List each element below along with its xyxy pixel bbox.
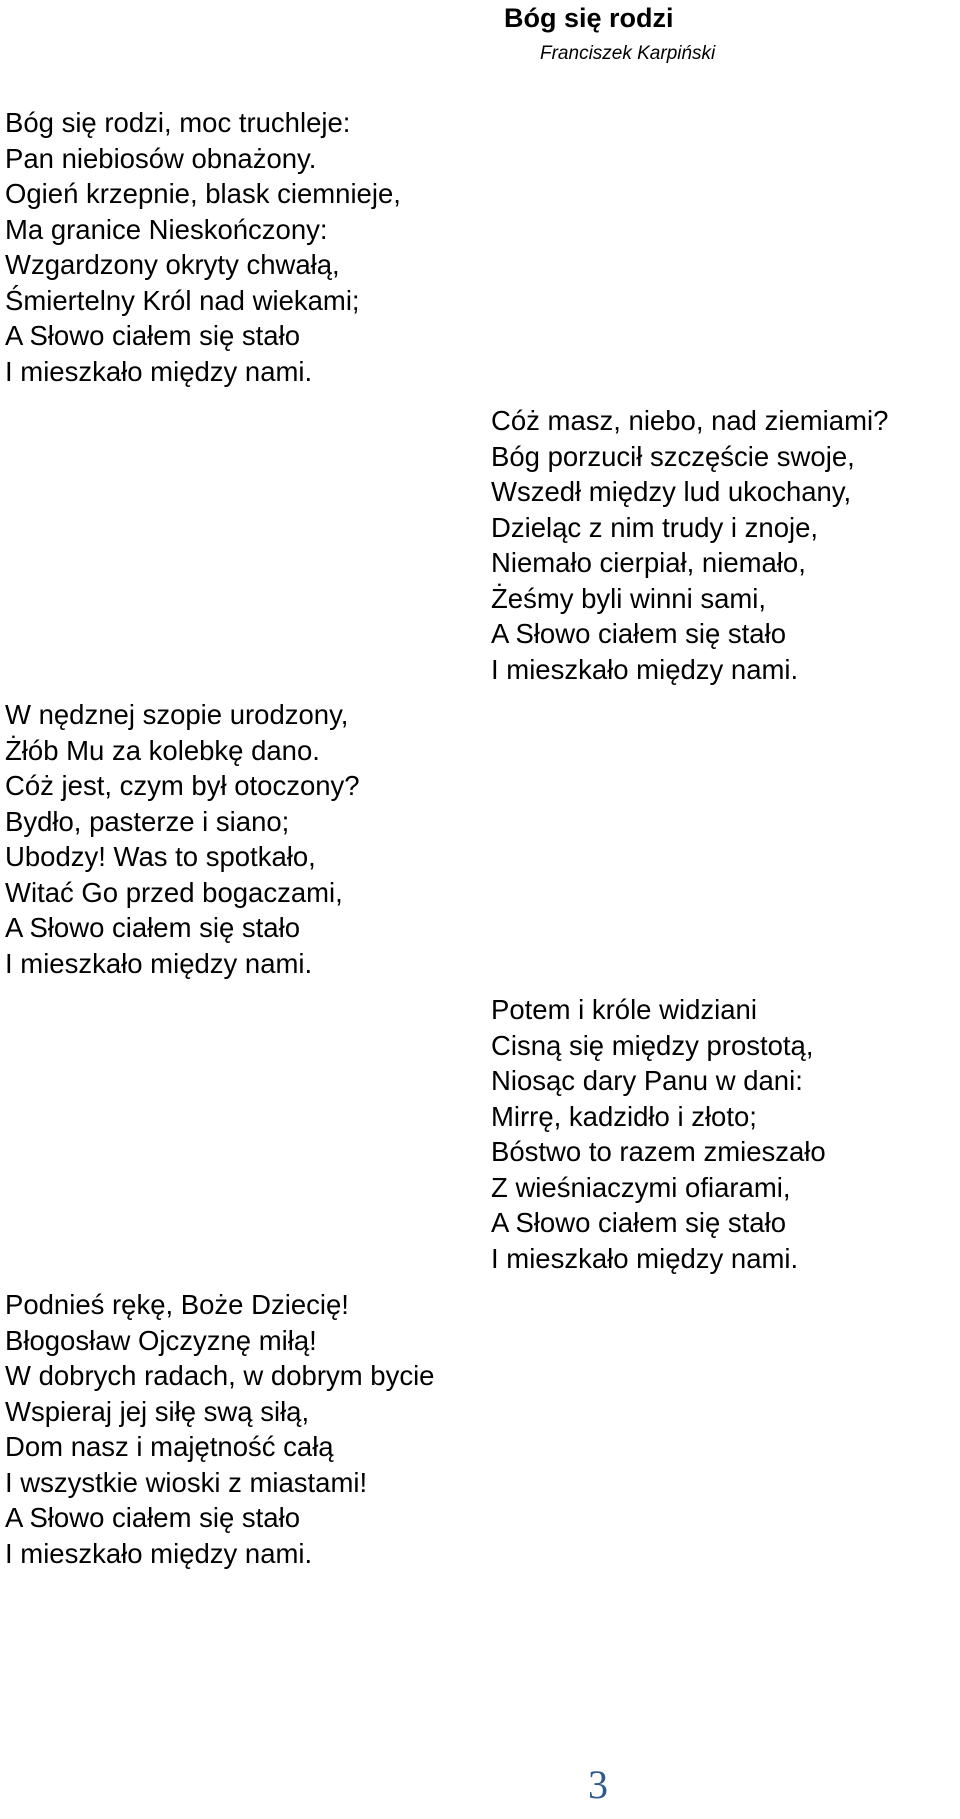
refrain-line: I mieszkało między nami. [5, 355, 313, 387]
refrain-line: I mieszkało między nami. [5, 947, 313, 979]
verse-line: Żłób Mu za kolebkę dano. [5, 734, 320, 766]
stanza-4 [491, 992, 826, 1276]
verse-line: Niemało cierpiał, niemało, [491, 547, 806, 578]
verse-line: Potem i króle widziani [491, 994, 757, 1025]
refrain-line: A Słowo ciałem się stało [491, 1207, 786, 1238]
refrain-line: A Słowo ciałem się stało [491, 618, 786, 649]
verse-line: Mirrę, kadzidło i złoto; [491, 1100, 757, 1132]
verse-line: Bóg porzucił szczęście swoje, [491, 440, 855, 472]
poem-author: Franciszek Karpiński [540, 43, 716, 64]
verse-line: Dom nasz i majętność całą [5, 1431, 334, 1462]
stanza-1 [5, 105, 401, 389]
verse-line: Podnieś rękę, Boże Dziecię! [5, 1289, 349, 1320]
verse-line: Żeśmy byli winni sami, [491, 582, 767, 614]
verse-line: Cóż masz, niebo, nad ziemiami? [491, 405, 889, 436]
verse-line: Ogień krzepnie, blask ciemnieje, [5, 178, 401, 209]
verse-line: Wzgardzony okryty chwałą, [5, 249, 340, 280]
refrain-line: A Słowo ciałem się stało [5, 320, 300, 351]
refrain-line: A Słowo ciałem się stało [5, 912, 300, 943]
verse-line: Bydło, pasterze i siano; [5, 805, 290, 837]
page-number: 3 [588, 1762, 608, 1807]
verse-line: Błogosław Ojczyznę miłą! [5, 1324, 317, 1356]
verse-line: Cisną się między prostotą, [491, 1029, 814, 1061]
verse-line: Wspieraj jej siłę swą siłą, [5, 1395, 310, 1427]
refrain-line: I mieszkało między nami. [491, 653, 799, 685]
verse-line: Pan niebiosów obnażony. [5, 142, 317, 174]
stanza-2 [491, 403, 888, 687]
poem-title: Bóg się rodzi [504, 3, 674, 33]
refrain-line: I mieszkało między nami. [5, 1537, 313, 1569]
verse-line: Witać Go przed bogaczami, [5, 876, 343, 908]
verse-line: Niosąc dary Panu w dani: [491, 1065, 803, 1096]
verse-line: Wszedł między lud ukochany, [491, 476, 852, 507]
verse-line: Cóż jest, czym był otoczony? [5, 770, 360, 801]
verse-line: W nędznej szopie urodzony, [5, 699, 349, 730]
verse-line: Śmiertelny Król nad wiekami; [5, 284, 360, 316]
verse-line: Ubodzy! Was to spotkało, [5, 841, 316, 872]
verse-line: Bóg się rodzi, moc truchleje: [5, 107, 351, 138]
stanza-3 [5, 697, 360, 981]
verse-line: Bóstwo to razem zmieszało [491, 1136, 826, 1167]
verse-line: Ma granice Nieskończony: [5, 213, 328, 245]
verse-line: Z wieśniaczymi ofiarami, [491, 1171, 791, 1203]
verse-line: W dobrych radach, w dobrym bycie [5, 1360, 435, 1391]
stanza-5 [5, 1287, 434, 1571]
verse-line: Dzieląc z nim trudy i znoje, [491, 511, 819, 543]
refrain-line: I mieszkało między nami. [491, 1242, 799, 1274]
verse-line: I wszystkie wioski z miastami! [5, 1466, 368, 1498]
refrain-line: A Słowo ciałem się stało [5, 1502, 300, 1533]
